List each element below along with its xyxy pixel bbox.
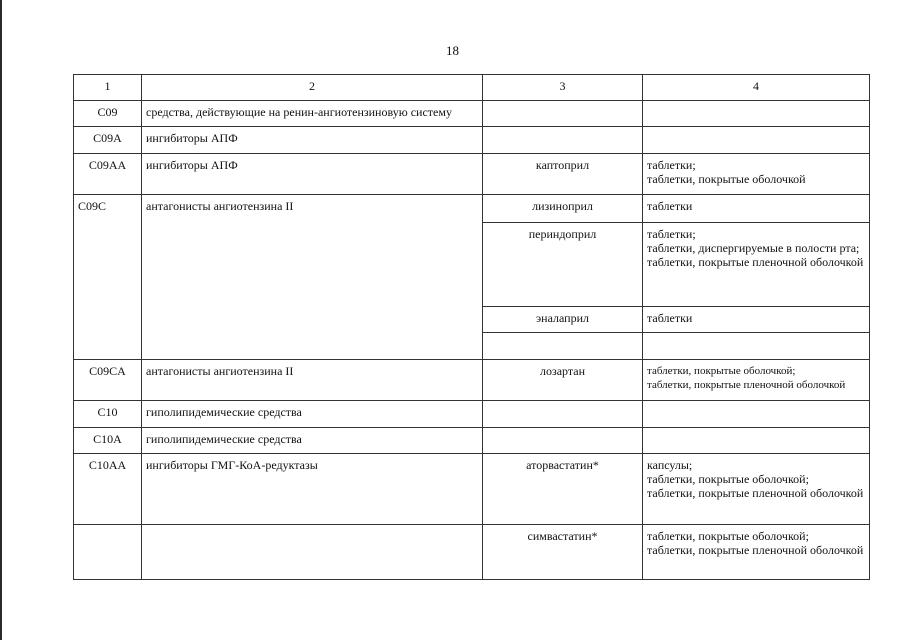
- drug-name: симвастатин*: [483, 525, 643, 580]
- atc-code: C10AA: [74, 454, 142, 525]
- group-name: средства, действующие на ренин-ангиотензиновую систему: [142, 101, 483, 127]
- drug-name: [483, 127, 643, 154]
- group-name: ингибиторы АПФ: [142, 127, 483, 154]
- dosage-forms: [643, 127, 870, 154]
- dosage-form: таблетки, покрытые оболочкой: [647, 172, 806, 186]
- dosage-forms: [643, 307, 870, 333]
- group-name: [142, 525, 483, 580]
- atc-code: C09A: [74, 127, 142, 154]
- dosage-form: таблетки, покрытые оболочкой;: [647, 365, 796, 377]
- page-edge: [0, 0, 2, 640]
- table-row: [74, 360, 870, 401]
- atc-code: C10: [74, 401, 142, 428]
- atc-code: C10A: [74, 428, 142, 454]
- table-row: [74, 428, 870, 454]
- table-row: [74, 401, 870, 428]
- atc-code: [74, 525, 142, 580]
- group-name: гиполипидемические средства: [142, 401, 483, 428]
- group-name: ингибиторы ГМГ-КоА-редуктазы: [142, 454, 483, 525]
- table-row: [74, 154, 870, 195]
- table-row: [74, 195, 870, 223]
- dosage-forms: [643, 428, 870, 454]
- header-row: [74, 75, 870, 101]
- dosage-form: таблетки, покрытые оболочкой;: [647, 529, 809, 543]
- group-name: антагонисты ангиотензина II: [142, 195, 483, 360]
- drug-name: [483, 428, 643, 454]
- dosage-form: таблетки, покрытые оболочкой;: [647, 472, 809, 486]
- atc-code: C09AA: [74, 154, 142, 195]
- dosage-form: таблетки;: [647, 227, 696, 241]
- page-number: 18: [446, 43, 459, 58]
- header-col-4: 4: [643, 75, 870, 101]
- atc-code: C09CA: [74, 360, 142, 401]
- dosage-form: таблетки: [647, 311, 693, 325]
- header-col-1: 1: [74, 75, 142, 101]
- header-col-2: 2: [142, 75, 483, 101]
- dosage-forms: [643, 360, 870, 401]
- dosage-forms: [643, 101, 870, 127]
- dosage-form: таблетки, покрытые пленочной оболочкой: [647, 486, 864, 500]
- drug-name: каптоприл: [483, 154, 643, 195]
- atc-code: C09: [74, 101, 142, 127]
- dosage-forms: [643, 154, 870, 195]
- drug-name: [483, 101, 643, 127]
- drug-table: [73, 74, 870, 580]
- dosage-forms: [643, 195, 870, 223]
- dosage-form: таблетки, покрытые пленочной оболочкой: [647, 255, 864, 269]
- header-col-3: 3: [483, 75, 643, 101]
- dosage-forms: [643, 223, 870, 307]
- table-row: [74, 127, 870, 154]
- atc-code: C09C: [74, 195, 142, 360]
- dosage-form: таблетки, покрытые пленочной оболочкой: [647, 543, 864, 557]
- drug-name: аторвастатин*: [483, 454, 643, 525]
- drug-name: лизиноприл: [483, 195, 643, 223]
- group-name: антагонисты ангиотензина II: [142, 360, 483, 401]
- dosage-form: таблетки, покрытые пленочной оболочкой: [647, 379, 846, 391]
- table-row: [74, 525, 870, 580]
- drug-name: периндоприл: [483, 223, 643, 307]
- dosage-forms: [643, 333, 870, 360]
- drug-name: эналаприл: [483, 307, 643, 333]
- drug-name: [483, 401, 643, 428]
- dosage-forms: [643, 525, 870, 580]
- dosage-forms: [643, 401, 870, 428]
- group-name: гиполипидемические средства: [142, 428, 483, 454]
- drug-name: [483, 333, 643, 360]
- table-row: [74, 454, 870, 525]
- dosage-form: таблетки, диспергируемые в полости рта;: [647, 241, 860, 255]
- dosage-form: таблетки: [647, 199, 693, 213]
- dosage-form: капсулы;: [647, 458, 693, 472]
- table-row: [74, 101, 870, 127]
- dosage-forms: [643, 454, 870, 525]
- dosage-form: таблетки;: [647, 158, 696, 172]
- drug-name: лозартан: [483, 360, 643, 401]
- group-name: ингибиторы АПФ: [142, 154, 483, 195]
